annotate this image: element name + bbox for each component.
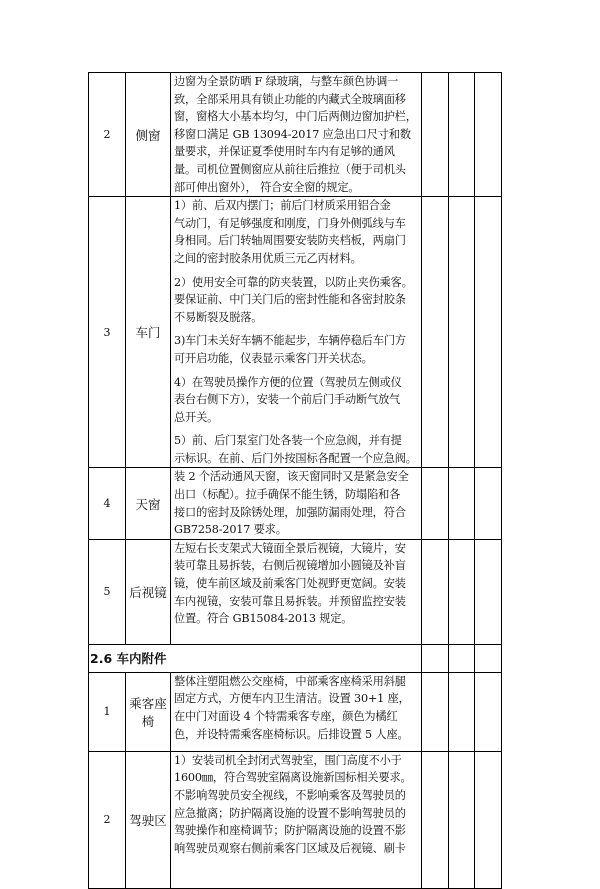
description-line: 4）在驾驶员操作方便的位置（驾驶员左侧或仪	[174, 375, 402, 389]
description-line: 左短右长支架式大镜面全景后视镜，大镜片，安	[174, 541, 406, 555]
description-line: 总开关。	[174, 410, 219, 424]
row-number: 2	[89, 751, 126, 888]
table-row	[89, 672, 502, 751]
description-line: 1600㎜，符合驾驶室隔离设施新国标相关要求。	[174, 771, 412, 785]
blank-cell	[449, 672, 475, 751]
description-line: 表台右侧下方），安装一个前后门手动断气放气	[174, 393, 401, 407]
section-row	[89, 644, 502, 672]
description-line: 色，并设特需乘客座椅标识。后排设置 5 人座。	[174, 727, 409, 741]
table-row	[89, 751, 502, 888]
section-title: 2.6 车内附件	[89, 644, 422, 672]
description-line: 示标识。在前、后门外按国标各配置一个应急阀。	[174, 451, 417, 465]
blank-cell	[422, 197, 449, 468]
blank-cell	[475, 468, 502, 539]
blank-cell	[422, 751, 449, 888]
description-line: 响驾驶员观察右侧前乘客门区域及后视镜、刷卡	[174, 841, 406, 855]
item-name: 侧窗	[126, 73, 171, 197]
spec-table	[88, 72, 502, 889]
blank-cell	[475, 197, 502, 468]
description-line: 可开启功能，仪表显示乘客门开关状态。	[174, 351, 373, 365]
item-description	[171, 468, 422, 539]
row-number: 4	[89, 468, 126, 539]
description-paragraph	[174, 540, 419, 628]
row-number: 2	[89, 73, 126, 197]
blank-cell	[475, 672, 502, 751]
description-line: 边窗为全景防晒 F 绿玻璃，与整车颜色协调一	[174, 75, 399, 88]
description-line: 气动门，有足够强度和刚度，门身外侧弧线与车	[174, 216, 406, 230]
blank-cell	[449, 468, 475, 539]
description-line: 部可伸出窗外）， 符合安全窗的规定。	[174, 180, 360, 194]
blank-cell	[422, 468, 449, 539]
blank-cell	[475, 644, 502, 672]
description-line: 之间的密封胶条用优质三元乙丙材料。	[174, 251, 362, 265]
description-paragraph	[174, 468, 419, 538]
description-line: 在中门对面设 4 个特需乘客专座，颜色为橘红	[174, 710, 398, 724]
blank-cell	[475, 751, 502, 888]
item-name: 后视镜	[126, 539, 171, 644]
item-description	[171, 751, 422, 888]
description-line: 量要求，并保证夏季使用时车内有足够的通风	[174, 145, 395, 159]
blank-cell	[422, 672, 449, 751]
item-name: 驾驶区	[126, 751, 171, 888]
blank-cell	[449, 644, 475, 672]
description-paragraph	[174, 332, 419, 367]
description-line: 2）使用安全可靠的防夹装置，以防止夹伤乘客。	[174, 275, 413, 289]
item-name: 天窗	[126, 468, 171, 539]
table-row	[89, 539, 502, 644]
description-paragraph	[174, 274, 419, 327]
description-line: 窗，窗格大小基本均匀，中门后两侧边窗加护栏，	[174, 110, 417, 124]
blank-cell	[449, 539, 475, 644]
description-line: 驾驶操作和座椅调节；防护隔离设施的设置不影	[174, 824, 406, 838]
description-line: 接口的密封及除锈处理，加强防漏雨处理，符合	[174, 505, 406, 519]
blank-cell	[449, 73, 475, 197]
description-line: 固定方式，方便车内卫生清洁。设置 30+1 座，	[174, 692, 410, 706]
description-line: 应急撤离；防护隔离设施的设置不影响驾驶员的	[174, 806, 406, 820]
blank-cell	[422, 644, 449, 672]
table-row	[89, 73, 502, 197]
description-line: 装 2 个活动通风天窗，该天窗同时又是紧急安全	[174, 470, 409, 484]
description-line: 整体注塑阻燃公交座椅，中部乘客座椅采用斜腿	[174, 674, 406, 688]
description-line: 镜，使车前区域及前乘客门处视野更宽阔。安装	[174, 577, 406, 591]
item-description	[171, 73, 422, 197]
item-description	[171, 197, 422, 468]
blank-cell	[422, 539, 449, 644]
description-paragraph	[174, 374, 419, 427]
description-line: 5）前、后门泵室门处各装一个应急阀，并有提	[174, 434, 402, 448]
description-line: 1）前、后双内摆门；前后门材质采用铝合金	[174, 199, 391, 213]
description-paragraph	[174, 197, 419, 267]
description-line: 1）安装司机全封闭式驾驶室，围门高度不小于	[174, 753, 402, 767]
description-paragraph	[174, 73, 419, 196]
description-line: 量。司机位置侧窗应从前往后推拉（便于司机头	[174, 162, 406, 176]
blank-cell	[422, 73, 449, 197]
item-name: 乘客座椅	[126, 672, 171, 751]
table-row	[89, 197, 502, 468]
description-line: GB7258-2017 要求。	[174, 523, 287, 537]
item-description	[171, 672, 422, 751]
description-line: 3)车门未关好车辆不能起步，车辆停稳后车门方	[174, 334, 406, 348]
row-number: 5	[89, 539, 126, 644]
blank-cell	[475, 73, 502, 197]
description-line: 车内视镜，安装可靠且易拆装。并预留监控安装	[174, 594, 406, 608]
description-line: 不易断裂及脱落。	[174, 310, 263, 324]
item-description	[171, 539, 422, 644]
description-paragraph	[174, 673, 419, 743]
row-number: 1	[89, 672, 126, 751]
description-paragraph	[174, 432, 419, 467]
blank-cell	[475, 539, 502, 644]
description-line: 身相同。后门转轴周围要安装防夹档板，两扇门	[174, 234, 406, 248]
table-row	[89, 468, 502, 539]
description-line: 出口（标配）。拉手确保不能生锈，防塌陷和各	[174, 488, 401, 502]
description-line: 位置。符合 GB15084-2013 规定。	[174, 612, 353, 626]
blank-cell	[449, 751, 475, 888]
description-line: 致，全部采用具有锁止功能的内藏式全玻璃面移	[174, 92, 406, 106]
item-name: 车门	[126, 197, 171, 468]
blank-cell	[449, 197, 475, 468]
row-number: 3	[89, 197, 126, 468]
description-paragraph	[174, 752, 419, 858]
description-line: 不影响驾驶员安全视线，不影响乘客及驾驶员的	[174, 789, 406, 803]
description-line: 装可靠且易拆装，右侧后视镜增加小圆镜及补盲	[174, 559, 406, 573]
description-line: 要保证前、中门关门后的密封性能和各密封胶条	[174, 293, 406, 307]
description-line: 移窗口满足 GB 13094-2017 应急出口尺寸和数	[174, 127, 411, 141]
